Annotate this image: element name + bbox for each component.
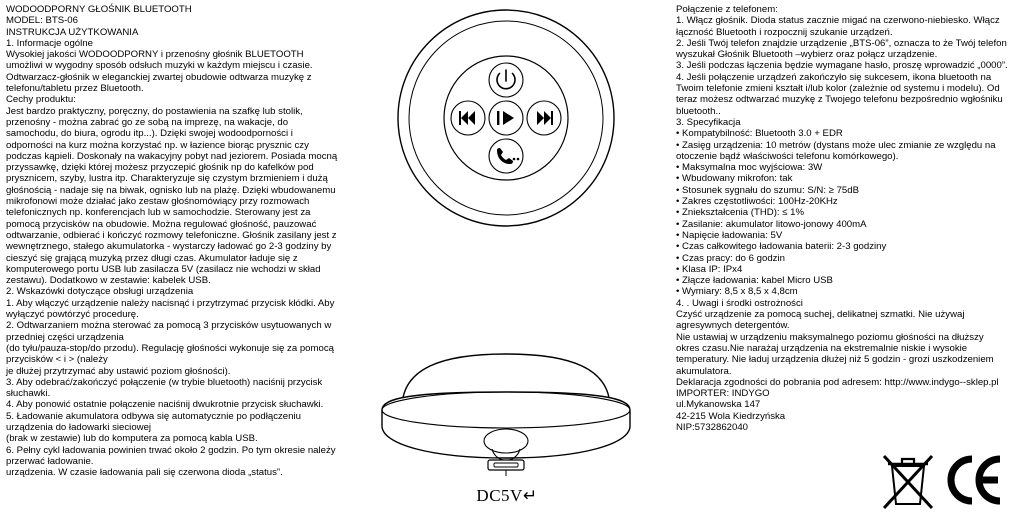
spec-item: • Wymiary: 8,5 x 8,5 x 4,8cm <box>676 286 798 298</box>
spec-item: • Czas całkowitego ładowania baterii: 2-3 godziny <box>676 241 887 253</box>
features-heading: Cechy produktu: <box>6 94 76 106</box>
spec-heading: 3. Specyfikacja <box>676 116 741 128</box>
illustration-column <box>344 0 670 512</box>
compliance-marks <box>880 452 1006 510</box>
features-paragraph: Jest bardzo praktyczny, poręczny, do postawienia na szafkę lub stolik, przenośny - można zabrać go ze sobą na imprezę, na wakacje, do samochodu, do biura, ogrodu itp...). Dzięki swojej wodoodporności i odporności na kurz można korzystać np. w łazience biorąc prysznic czy podczas kąpieli. Doskonały na wakacyjny pobyt nad jeziorem. Posiada mocną przyssawkę, dzięki której możesz przyczepić głośnik np do kafelków pod prysznicem, szyby, lustra itp. Charakteryzuje się czystym brzmieniem i dużą głośnością - nadaje się na biwak, ognisko lub na plażę. Dzięki wbudowanemu mikrofonowi może działać jako zestaw głośnomówiący przy rozmowach telefonicznych np. konferencjach lub w samochodzie. Sterowany jest za pomocą przycisków na obudowie. Można regulować głośność, pauzować odtwarzanie, odbierać i kończyć rozmowy telefoniczne. Głośnik zasilany jest z wewnętrznego, stałego akumulatorka - wystarczy ładować go 2-3 godziny by cieszyć się grającą muzyką przez długi czas. Akumulator ładuje się z komputerowego portu USB lub zasilacza 5V (zasilacz nie wchodzi w skład zestawu). Dodatkowo w zestawie: kabelek USB. <box>6 105 338 287</box>
usage-step: je dłużej przytrzymać aby ustawić poziom głośności). <box>6 365 231 377</box>
pairing-step: 1. Włącz głośnik. Dioda status zacznie migać na czerwono-niebiesko. Włącz łączność Bluetooth i rozpocznij szukanie urządzeń. <box>676 15 1000 38</box>
importer-line: ul.Mykanowska 147 <box>676 399 761 411</box>
spec-item: • Stosunek sygnału do szumu: S/N: ≥ 75dB <box>676 184 860 196</box>
usage-step: urządzenia. W czasie ładowania pali się czerwona dioda „status”. <box>6 467 283 479</box>
section-2-heading: 2. Wskazówki dotyczące obsługi urządzenia <box>6 286 194 298</box>
speaker-top-view-diagram <box>396 8 616 228</box>
spec-item: • Zasięg urządzenia: 10 metrów (dystans może ulec zmianie ze względu na otoczenie bądź właściwości telefonu komórkowego). <box>676 139 996 162</box>
product-model: MODEL: BTS-06 <box>6 15 78 27</box>
ce-mark-icon <box>942 454 1004 506</box>
wee-crossed-bin-icon <box>880 452 936 510</box>
spec-item: • Kompatybilność: Bluetooth 3.0 + EDR <box>676 128 843 140</box>
spec-item: • Napięcie ładowania: 5V <box>676 229 783 241</box>
usage-step: 2. Odtwarzaniem można sterować za pomocą 3 przycisków usytuowanych w przedniej części urządzenia <box>6 320 332 343</box>
spec-item: • Klasa IP: IPx4 <box>676 263 743 275</box>
usage-step: (do tyłu/pauza-stop/do przodu). Regulację głośności wykonuje się za pomocą przycisków < i > (należy <box>6 342 334 366</box>
importer-line: 42-215 Wola Kiedrzyńska <box>676 410 786 422</box>
spec-item: • Zakres częstotliwości: 100Hz-20KHz <box>676 196 838 208</box>
spec-item: • Wbudowany mikrofon: tak <box>676 173 793 185</box>
usage-step: 5. Ładowanie akumulatora odbywa się automatycznie po podłączeniu urządzenia do ładowarki sieciowej <box>6 410 301 433</box>
usage-step: 6. Pełny cykl ładowania powinien trwać około 2 godzin. Po tym okresie należy przerwać ładowanie. <box>6 444 336 467</box>
speaker-side-view-diagram <box>372 348 640 478</box>
intro-paragraph: Wysokiej jakości WODOODPORNY i przenośny głośnik BLUETOOTH umożliwi w wygodny sposób odsłuch muzyki w każdym miejscu i czasie. Odtwarzacz-głośnik w eleganckiej zwartej obudowie odtwarza muzykę z telefonu/tabletu przez Bluetooth. <box>6 49 313 95</box>
pairing-step: 3. Jeśli podczas łączenia będzie wymagane hasło, proszę wprowadzić „0000”. <box>676 60 1008 72</box>
usage-step: 3. Aby odebrać/zakończyć połączenie (w trybie bluetooth) naciśnij przycisk słuchawki. <box>6 376 323 400</box>
usage-step: (brak w zestawie) lub do komputera za pomocą kabla USB. <box>6 433 258 445</box>
usage-step: 4. Aby ponowić ostatnie połączenie naciśnij dwukrotnie przycisk słuchawki. <box>6 399 324 411</box>
pairing-step: 2. Jeśli Twój telefon znajdzie urządzenie „BTS-06”, oznacza to że Twój telefon wyszukał Głośnik Bluetooth –wybierz oraz połącz urządzenie. <box>676 37 1007 61</box>
warning-text: Nie ustawiaj w urządzeniu maksymalnego poziomu głośności na dłuższy okres czasu.Nie narażaj urządzenia na ekstremalnie niskie i wysokie temperatury. Nie ładuj urządzenia dłużej niż 5 godzin - grozi uszkodzeniem akumulatora. <box>676 331 994 377</box>
spec-item: • Czas pracy: do 6 godzin <box>676 252 785 264</box>
pairing-step: 4. Jeśli połączenie urządzeń zakończyło się sukcesem, ikona bluetooth na Twoim telefonie zmieni kształt i/lub kolor (zależnie od systemu i modelu). Od teraz możesz odtwarzać muzykę z Twojego telefonu bezpośrednio wgłośniku bluetooth.. <box>676 71 1003 117</box>
manual-heading: INSTRUKCJA UŻYTKOWANIA <box>6 26 139 38</box>
importer-line: NIP:5732862040 <box>676 421 749 433</box>
declaration-text: Deklaracja zgodności do pobrania pod adresem: http://www.indygo--sklep.pl <box>676 376 999 388</box>
spec-item: • Zasilanie: akumulator litowo-jonowy 400mA <box>676 218 867 230</box>
spec-item: • Złącze ładowania: kabel Micro USB <box>676 275 833 287</box>
section-1-heading: 1. Informacje ogólne <box>6 37 93 49</box>
right-text-column <box>676 4 1008 433</box>
left-text-column <box>6 4 338 478</box>
usage-step: 1. Aby włączyć urządzenie należy nacisnąć i przytrzymać przycisk kłódki. Aby wyłączyć powtórzyć procedurę. <box>6 297 335 321</box>
spec-item: • Maksymalna moc wyjściowa: 3W <box>676 162 823 174</box>
spec-item: • Zniekształcenia (THD): ≤ 1% <box>676 207 805 219</box>
pairing-heading: Połączenie z telefonem: <box>676 4 778 15</box>
product-title: WODOODPORNY GŁOŚNIK BLUETOOTH <box>6 4 192 15</box>
warning-text: Czyść urządzenie za pomocą suchej, delikatnej szmatki. Nie używaj agresywnych detergentów. <box>676 309 965 332</box>
warnings-heading: 4. . Uwagi i środki ostrożności <box>676 297 803 309</box>
importer-line: IMPORTER: INDYGO <box>676 388 770 400</box>
dc-input-label: DC5V↵ <box>476 486 538 505</box>
